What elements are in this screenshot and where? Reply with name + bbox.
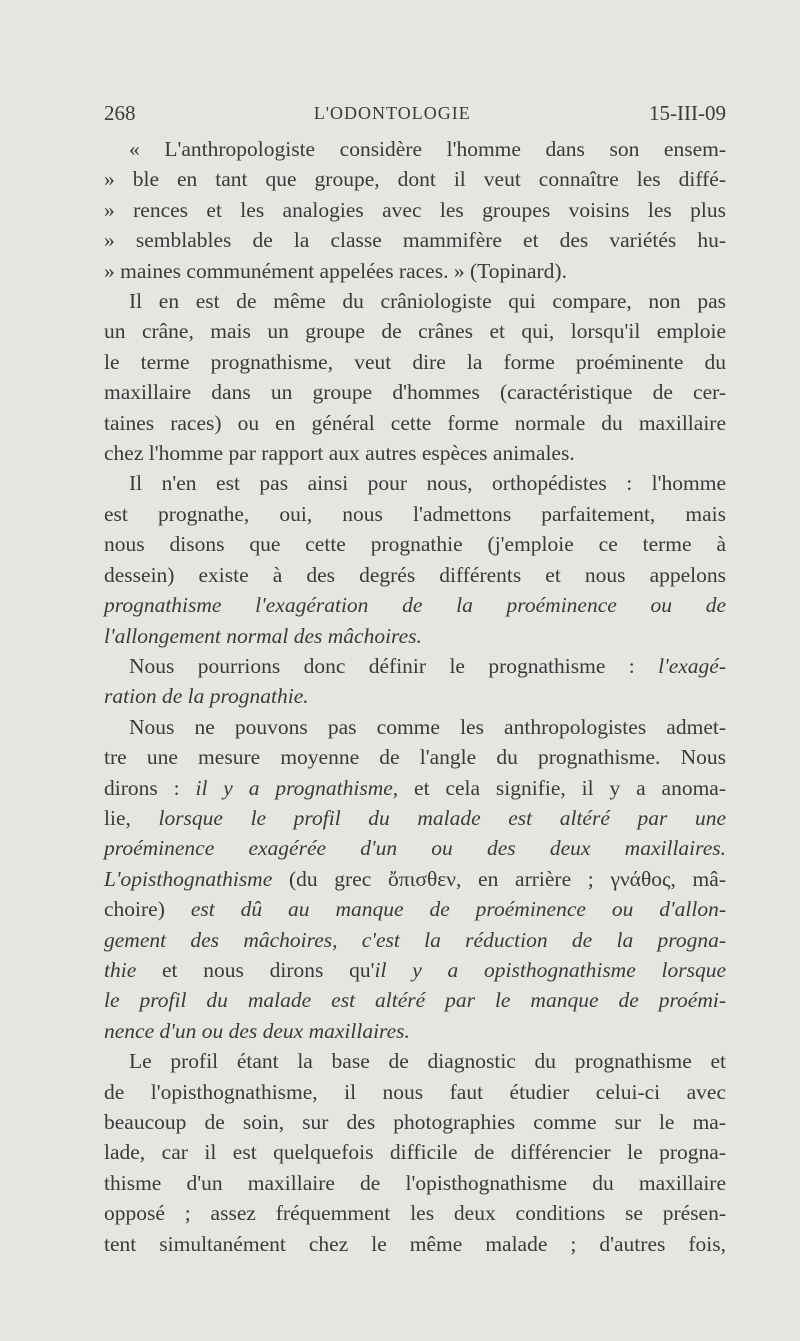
text-line: tent simultanément chez le même malade ; d'autres fois, [104, 1231, 726, 1256]
paragraph-opisthognathisme [104, 712, 726, 1046]
text-line: beaucoup de soin, sur des photographies comme sur le ma- [104, 1110, 726, 1134]
roman-text: et nous dirons [136, 957, 350, 982]
italic-text: l'allongement normal des mâchoires. [104, 623, 422, 648]
text-line [104, 955, 726, 985]
roman-text: et cela signifie, il y a anoma- [398, 775, 726, 800]
page-body [104, 134, 726, 1259]
text-line: opposé ; assez fréquemment les deux conditions se présen- [104, 1201, 726, 1226]
text-line: Le profil étant la base de diagnostic du prognathisme et [129, 1049, 726, 1074]
roman-text: Nous pourrions donc définir le prognathisme : [129, 653, 659, 678]
roman-text: (du grec ὄπισθεν, en arrière ; γνάθος, mâ- [272, 866, 726, 891]
text-line: un crâne, mais un groupe de crânes et qui, lorsqu'il emploie [104, 319, 726, 344]
italic-text: il y a opisthognathisme lorsque [374, 957, 727, 982]
text-line: » rences et les analogies avec les groupes voisins les plus [104, 197, 726, 222]
roman-text: lie, [104, 805, 159, 830]
text-line: » ble en tant que groupe, dont il veut connaître les diffé- [104, 167, 726, 192]
text-line: nous disons que cette prognathie (j'emploie ce terme à [104, 532, 726, 557]
italic-text: L'opisthognathisme [104, 866, 273, 891]
paragraph-definition [104, 651, 726, 712]
text-line: lade, car il est quelquefois difficile de différencier le progna- [104, 1140, 726, 1165]
text-line [104, 803, 726, 833]
italic-text: gement des mâchoires, c'est la réduction de la progna- [104, 927, 726, 952]
text-line [104, 651, 726, 681]
text-line: tre une mesure moyenne de l'angle du prognathisme. Nous [104, 745, 726, 770]
paragraph-orthopedistes [104, 468, 726, 650]
paragraph-profil [104, 1046, 726, 1259]
italic-text: ration de la prognathie. [104, 684, 309, 709]
text-line: « L'anthropologiste considère l'homme dans son ensem- [129, 137, 726, 161]
text-line [104, 773, 726, 803]
text-line: chez l'homme par rapport aux autres espèces animales. [104, 441, 575, 466]
italic-text: lorsque le profil du malade est altéré par une [158, 805, 726, 830]
roman-text: dirons : [104, 775, 196, 800]
text-line [104, 864, 726, 894]
text-line: » maines communément appelées races. » (Topinard). [104, 258, 567, 283]
text-line [104, 681, 726, 711]
italic-text: est dû au manque de proéminence ou d'allon- [190, 897, 726, 922]
text-line: Il en est de même du crâniologiste qui compare, non pas [129, 289, 726, 314]
italic-text: thie [104, 957, 137, 982]
roman-text: qu' [349, 957, 375, 982]
text-line: Nous ne pouvons pas comme les anthropologistes admet- [129, 714, 726, 739]
text-line: » semblables de la classe mammifère et des variétés hu- [104, 228, 726, 253]
italic-text: l'exagé- [658, 653, 726, 678]
text-line: dessein) existe à des degrés différents et nous appelons [104, 562, 726, 587]
italic-text: nence d'un ou des deux maxillaires. [104, 1018, 410, 1043]
text-line: de l'opisthognathisme, il nous faut étudier celui-ci avec [104, 1079, 726, 1104]
page-number: 268 [104, 100, 136, 125]
text-line: Il n'en est pas ainsi pour nous, orthopédistes : l'homme [129, 471, 726, 496]
paragraph-quote [104, 134, 726, 286]
text-line [104, 894, 726, 924]
text-line: le terme prognathisme, veut dire la forme proéminente du [104, 349, 726, 374]
italic-text: le profil du malade est altéré par le manque de proémi- [104, 988, 726, 1013]
text-line [104, 590, 726, 620]
paragraph-craniologiste [104, 286, 726, 468]
text-line: thisme d'un maxillaire de l'opisthognathisme du maxillaire [104, 1170, 726, 1195]
text-line [104, 1016, 726, 1046]
italic-text: prognathisme l'exagération de la proéminence ou de [104, 593, 726, 618]
text-line: taines races) ou en général cette forme normale du maxillaire [104, 410, 726, 435]
running-header [104, 98, 726, 128]
issue-date: 15-III-09 [649, 100, 726, 125]
journal-title: L'ODONTOLOGIE [313, 102, 471, 123]
italic-text: il y a prognathisme, [195, 775, 399, 800]
text-line [104, 621, 726, 651]
text-line: est prognathe, oui, nous l'admettons parfaitement, mais [104, 501, 726, 526]
text-line [104, 985, 726, 1015]
text-line: maxillaire dans un groupe d'hommes (caractéristique de cer- [104, 380, 726, 405]
italic-text: proéminence exagérée d'un ou des deux maxillaires. [104, 836, 726, 861]
roman-text: choire) [104, 897, 191, 922]
text-line [104, 833, 726, 863]
text-line [104, 925, 726, 955]
